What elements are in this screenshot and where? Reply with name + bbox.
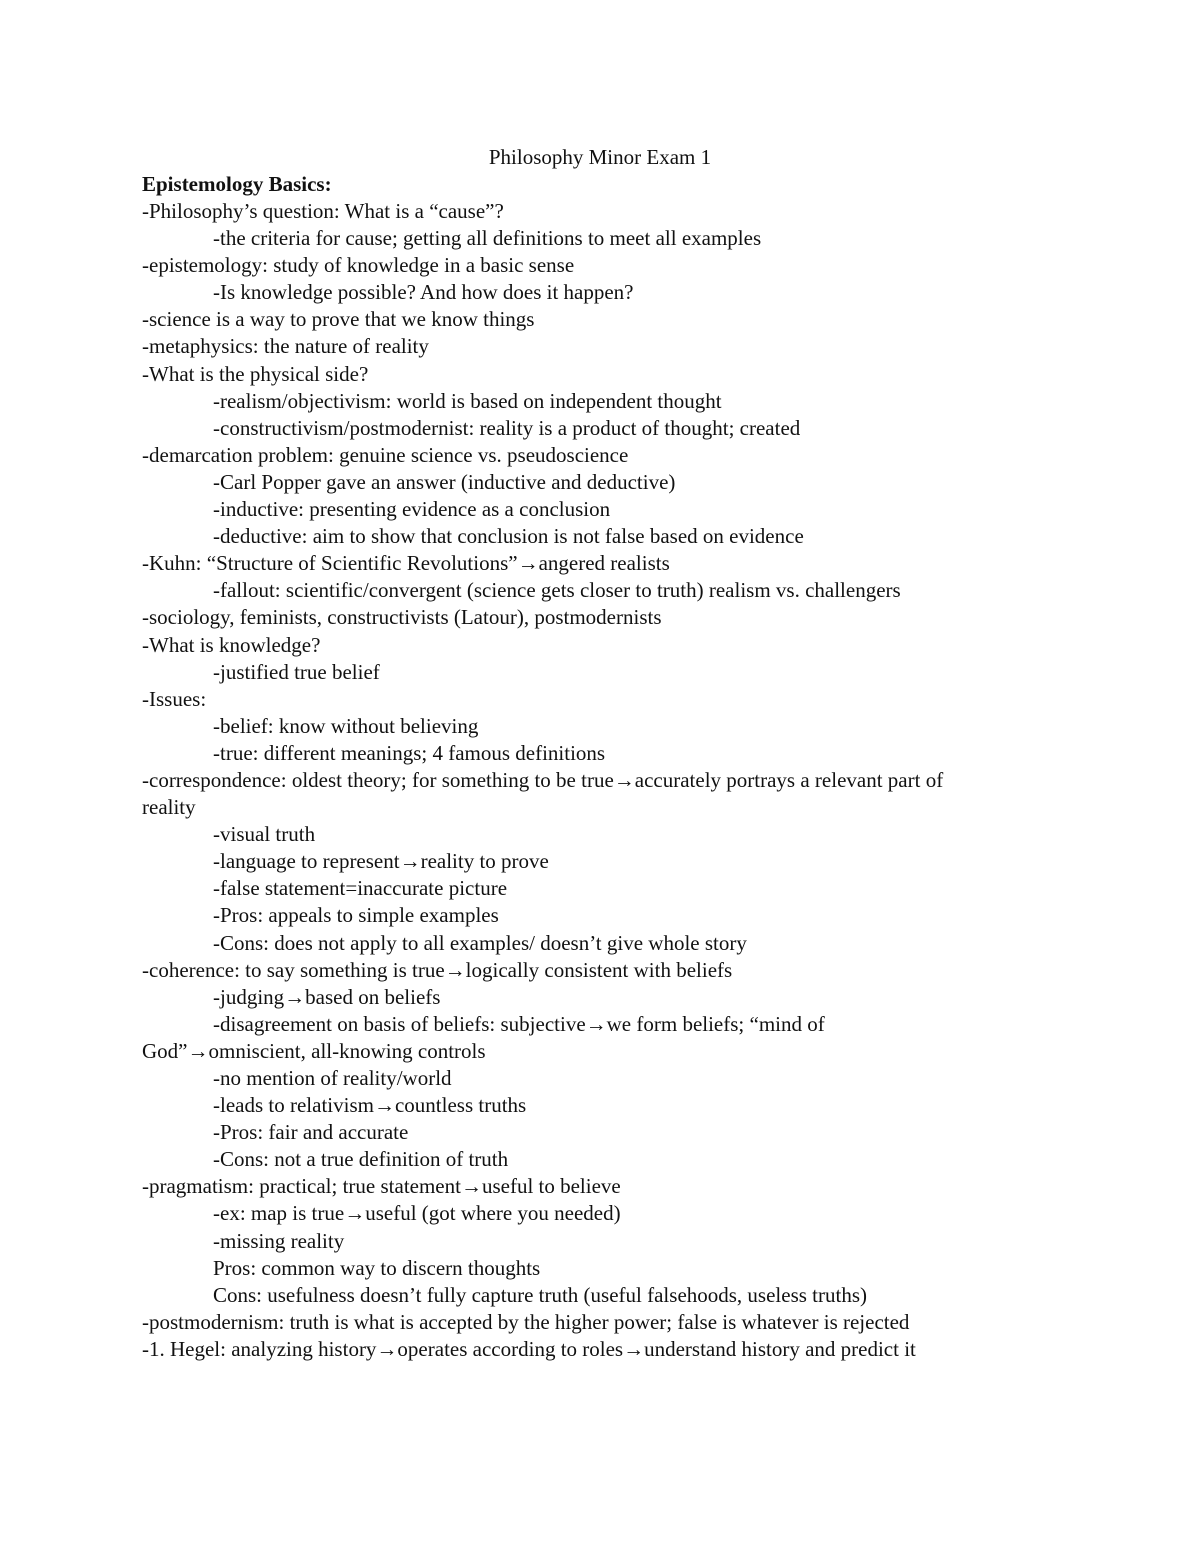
note-line: -visual truth: [213, 822, 316, 847]
note-line: -constructivism/postmodernist: reality is a product of thought; created: [213, 415, 801, 440]
note-line: -Philosophy’s question: What is a “cause”?: [142, 199, 504, 223]
note-line: -1. Hegel: analyzing history→operates according to roles→understand history and predict it: [142, 1336, 916, 1361]
note-line: -Pros: fair and accurate: [213, 1120, 409, 1145]
note-line: -leads to relativism→countless truths: [213, 1093, 527, 1118]
note-line: -Kuhn: “Structure of Scientific Revolutions”→angered realists: [142, 551, 670, 576]
note-line: -Cons: not a true definition of truth: [213, 1147, 509, 1172]
note-line: -deductive: aim to show that conclusion is not false based on evidence: [213, 524, 804, 549]
note-line: Cons: usefulness doesn’t fully capture truth (useful falsehoods, useless truths): [213, 1282, 868, 1307]
note-line: -Is knowledge possible? And how does it happen?: [213, 280, 634, 305]
note-line: -Issues:: [142, 686, 207, 711]
note-line: -no mention of reality/world: [213, 1066, 452, 1090]
note-line: reality: [142, 795, 196, 820]
note-line: -true: different meanings; 4 famous definitions: [213, 740, 606, 765]
note-line: -fallout: scientific/convergent (science gets closer to truth) realism vs. challengers: [213, 578, 901, 603]
note-line: -sociology, feminists, constructivists (Latour), postmodernists: [142, 605, 662, 630]
notes-body: [142, 198, 1062, 1363]
note-line: -What is the physical side?: [142, 361, 369, 386]
note-line: -ex: map is true→useful (got where you needed): [213, 1201, 621, 1226]
note-line: -Cons: does not apply to all examples/ doesn’t give whole story: [213, 930, 747, 955]
note-line: -Pros: appeals to simple examples: [213, 903, 499, 928]
note-line: -pragmatism: practical; true statement→useful to believe: [142, 1174, 621, 1199]
note-line: -missing reality: [213, 1228, 345, 1253]
document-title: Philosophy Minor Exam 1: [488, 145, 712, 169]
note-line: -correspondence: oldest theory; for something to be true→accurately portrays a relevant part of: [142, 767, 944, 792]
note-line: -epistemology: study of knowledge in a basic sense: [142, 253, 575, 278]
note-line: -realism/objectivism: world is based on independent thought: [213, 388, 722, 413]
note-line: -science is a way to prove that we know things: [142, 307, 535, 332]
note-line: -Carl Popper gave an answer (inductive and deductive): [213, 469, 676, 494]
note-line: -the criteria for cause; getting all definitions to meet all examples: [213, 226, 762, 251]
note-line: -belief: know without believing: [213, 713, 479, 738]
note-line: -What is knowledge?: [142, 632, 321, 657]
note-line: -language to represent→reality to prove: [213, 849, 549, 874]
note-line: -justified true belief: [213, 659, 380, 684]
note-line: -postmodernism: truth is what is accepted by the higher power; false is whatever is rejected: [142, 1309, 910, 1334]
section-heading: Epistemology Basics:: [142, 172, 332, 196]
note-line: -judging→based on beliefs: [213, 984, 441, 1009]
note-line: Pros: common way to discern thoughts: [213, 1255, 541, 1280]
note-line: -inductive: presenting evidence as a conclusion: [213, 497, 611, 522]
note-line: -demarcation problem: genuine science vs. pseudoscience: [142, 442, 629, 467]
note-line: -metaphysics: the nature of reality: [142, 334, 429, 359]
note-line: -coherence: to say something is true→logically consistent with beliefs: [142, 957, 733, 982]
note-line: God”→omniscient, all-knowing controls: [142, 1038, 486, 1063]
note-line: -disagreement on basis of beliefs: subjective→we form beliefs; “mind of: [213, 1011, 825, 1036]
note-line: -false statement=inaccurate picture: [213, 876, 508, 901]
